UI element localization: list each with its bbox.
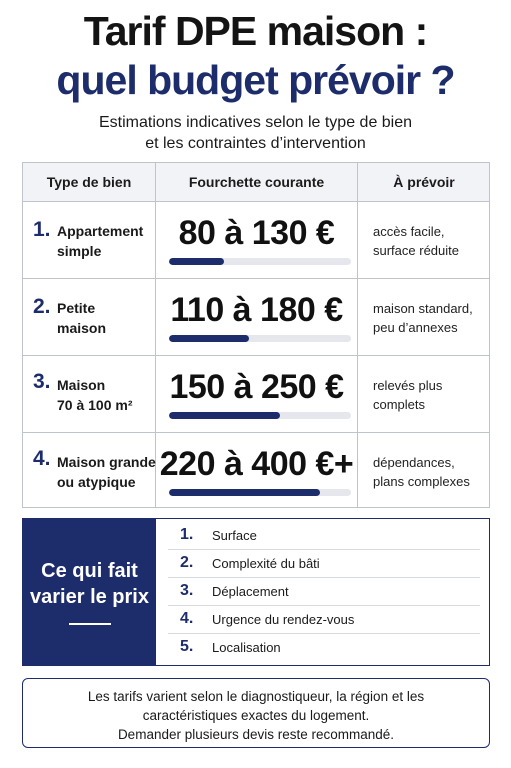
disclaimer-text <box>31 687 481 744</box>
list-item <box>168 634 480 662</box>
row-note <box>373 376 488 414</box>
header-provide: À prévoir <box>393 174 455 190</box>
factors-title-line-1: Ce qui fait <box>41 560 138 582</box>
list-item <box>168 578 480 606</box>
row-note <box>373 222 488 260</box>
page-title-line-2: quel budget prévoir ? <box>56 57 455 103</box>
row-type <box>57 375 133 415</box>
factors-divider <box>69 623 111 625</box>
row-note-line-1: maison standard, <box>373 301 473 316</box>
table-row <box>23 202 489 279</box>
list-item <box>168 606 480 634</box>
price-bar-fill <box>169 335 249 342</box>
row-note-line-2: surface réduite <box>373 243 459 258</box>
disclaimer-line-3: Demander plusieurs devis reste recommandé. <box>117 727 395 742</box>
subtitle <box>0 112 511 154</box>
row-price: 220 à 400 €+ <box>159 445 354 483</box>
row-note-line-2: peu d’annexes <box>373 320 458 335</box>
disclaimer-line-1: Les tarifs varient selon le diagnostiqueur, la région et les <box>87 689 425 704</box>
row-note-line-1: dépendances, <box>373 455 455 470</box>
factor-label: Urgence du rendez-vous <box>212 612 355 627</box>
row-note-line-2: plans complexes <box>373 474 470 489</box>
row-type-line-2: simple <box>57 243 102 259</box>
price-bar <box>169 412 351 419</box>
row-type-line-2: 70 à 100 m² <box>57 397 133 413</box>
row-number: 2. <box>33 295 51 318</box>
row-note <box>373 453 488 491</box>
row-note-line-2: complets <box>373 397 426 412</box>
header-range: Fourchette courante <box>188 174 325 190</box>
disclaimer-box <box>22 678 490 748</box>
price-bar <box>169 489 351 496</box>
disclaimer-line-2: caractéristiques exactes du logement. <box>142 708 370 723</box>
row-type-line-1: Maison grande <box>57 454 156 470</box>
row-type <box>57 221 143 261</box>
factor-label: Complexité du bâti <box>212 556 320 571</box>
factor-number: 1. <box>180 526 194 543</box>
price-bar <box>169 335 351 342</box>
factor-number: 5. <box>180 638 194 655</box>
row-type <box>57 298 106 338</box>
price-factors-box <box>22 518 490 666</box>
row-price: 80 à 130 € <box>178 214 335 252</box>
row-note-line-1: relevés plus <box>373 378 443 393</box>
row-number: 3. <box>33 370 51 393</box>
subtitle-line-1: Estimations indicatives selon le type de bien <box>98 114 413 131</box>
row-type-line-1: Petite <box>57 300 96 316</box>
row-price: 150 à 250 € <box>169 368 344 406</box>
factor-number: 3. <box>180 582 194 599</box>
price-table <box>22 162 490 508</box>
factor-number: 4. <box>180 610 194 627</box>
row-type <box>57 452 156 492</box>
price-bar <box>169 258 351 265</box>
price-bar-fill <box>169 489 320 496</box>
row-type-line-1: Maison <box>57 377 106 393</box>
factors-title <box>23 558 156 610</box>
factor-number: 2. <box>180 554 194 571</box>
factor-label: Localisation <box>212 640 281 655</box>
row-number: 4. <box>33 447 51 470</box>
row-price: 110 à 180 € <box>170 291 343 329</box>
price-bar-fill <box>169 258 224 265</box>
header-type: Type de bien <box>46 174 132 190</box>
row-type-line-2: maison <box>57 320 107 336</box>
table-header <box>23 163 489 202</box>
factor-label: Déplacement <box>212 584 289 599</box>
row-type-line-2: ou atypique <box>57 474 136 490</box>
table-row <box>23 279 489 356</box>
page-title-line-1: Tarif DPE maison : <box>83 8 428 54</box>
list-item <box>168 522 480 550</box>
factors-panel <box>23 519 156 665</box>
row-number: 1. <box>33 218 51 241</box>
row-note <box>373 299 488 337</box>
row-type-line-1: Appartement <box>57 223 144 239</box>
table-row <box>23 356 489 433</box>
factors-title-line-2: varier le prix <box>30 586 149 608</box>
factor-label: Surface <box>212 528 257 543</box>
row-note-line-1: accès facile, <box>373 224 445 239</box>
subtitle-line-2: et les contraintes d’intervention <box>145 135 366 152</box>
list-item <box>168 550 480 578</box>
table-row <box>23 433 489 510</box>
price-bar-fill <box>169 412 280 419</box>
